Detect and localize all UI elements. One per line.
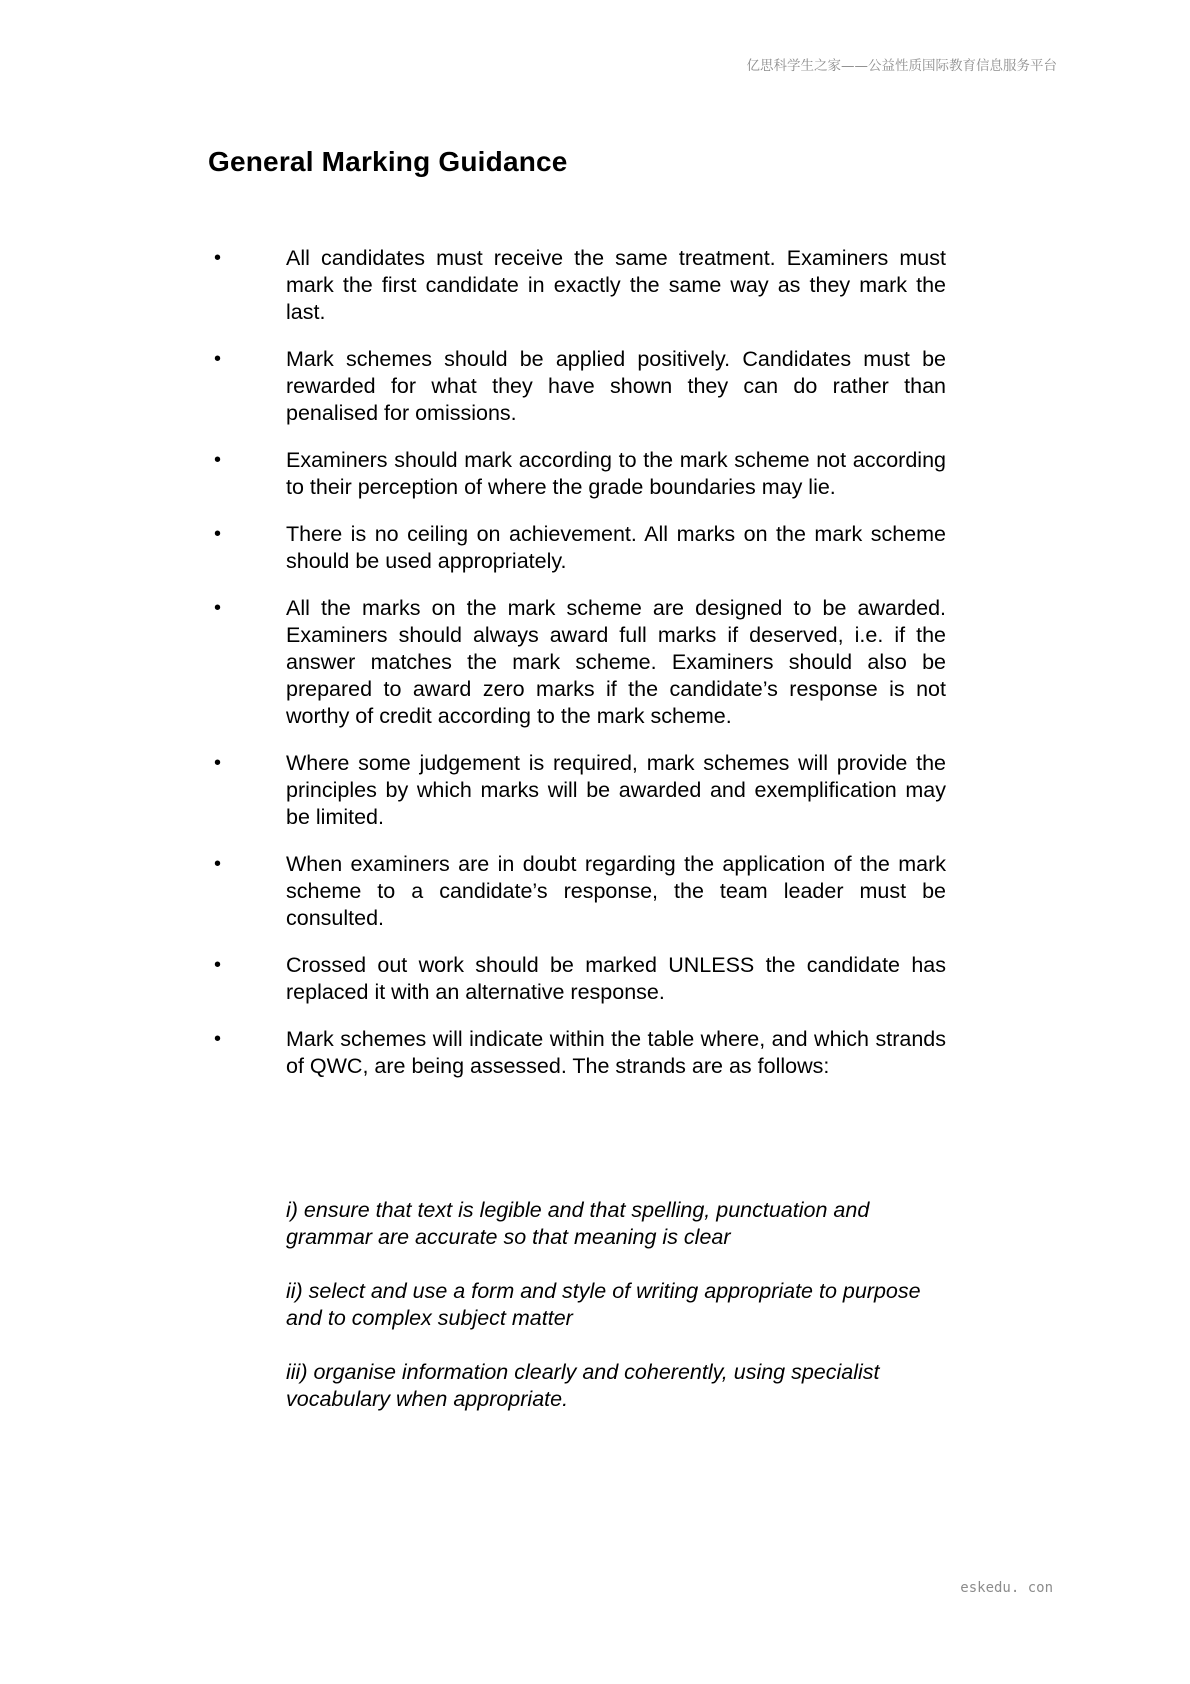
bullet-icon: • xyxy=(214,348,222,370)
qwc-strand-i: i) ensure that text is legible and that spelling, punctuation and grammar are accurate so that meaning is clear xyxy=(286,1198,870,1249)
guidance-text: Crossed out work should be marked UNLESS the candidate has replaced it with an alternative response. xyxy=(286,953,946,1004)
guidance-item xyxy=(208,245,946,326)
guidance-text: Examiners should mark according to the mark scheme not according to their perception of where the grade boundaries may lie. xyxy=(286,448,946,499)
bullet-icon: • xyxy=(214,449,222,471)
qwc-strand-iii: iii) organise information clearly and coherently, using specialist vocabulary when appropriate. xyxy=(286,1360,880,1411)
guidance-text: There is no ceiling on achievement. All marks on the mark scheme should be used appropriately. xyxy=(286,522,946,573)
guidance-item xyxy=(208,1026,946,1080)
bullet-icon: • xyxy=(214,597,222,619)
bullet-icon: • xyxy=(214,247,222,269)
bullet-icon: • xyxy=(214,1028,222,1050)
bullet-icon: • xyxy=(214,853,222,875)
guidance-item xyxy=(208,595,946,730)
guidance-item xyxy=(208,750,946,831)
guidance-text: Mark schemes will indicate within the table where, and which strands of QWC, are being assessed. The strands are as follows: xyxy=(286,1027,946,1078)
guidance-list xyxy=(208,245,946,1100)
qwc-strand-ii: ii) select and use a form and style of writing appropriate to purpose and to complex subject matter xyxy=(286,1279,921,1330)
bullet-icon: • xyxy=(214,752,222,774)
guidance-item xyxy=(208,447,946,501)
guidance-item xyxy=(208,952,946,1006)
guidance-text: All candidates must receive the same treatment. Examiners must mark the first candidate in exactly the same way as they mark the last. xyxy=(286,246,946,324)
guidance-text: All the marks on the mark scheme are designed to be awarded. Examiners should always award full marks if deserved, i.e. if the answer matches the mark scheme. Examiners should also be prepared to award zero marks if the candidate’s response is not worthy of credit according to the mark scheme. xyxy=(286,596,946,728)
header-watermark: 亿思科学生之家——公益性质国际教育信息服务平台 xyxy=(746,58,1057,74)
bullet-icon: • xyxy=(214,523,222,545)
qwc-strands xyxy=(286,1197,956,1440)
guidance-item xyxy=(208,521,946,575)
guidance-text: Where some judgement is required, mark schemes will provide the principles by which marks will be awarded and exemplification may be limited. xyxy=(286,751,946,829)
guidance-item xyxy=(208,346,946,427)
guidance-item xyxy=(208,851,946,932)
bullet-icon: • xyxy=(214,954,222,976)
guidance-text: When examiners are in doubt regarding the application of the mark scheme to a candidate’s response, the team leader must be consulted. xyxy=(286,852,946,930)
page-title: General Marking Guidance xyxy=(208,146,568,177)
guidance-text: Mark schemes should be applied positively. Candidates must be rewarded for what they have shown they can do rather than penalised for omissions. xyxy=(286,347,946,425)
footer-site: eskedu. con xyxy=(960,1580,1053,1596)
